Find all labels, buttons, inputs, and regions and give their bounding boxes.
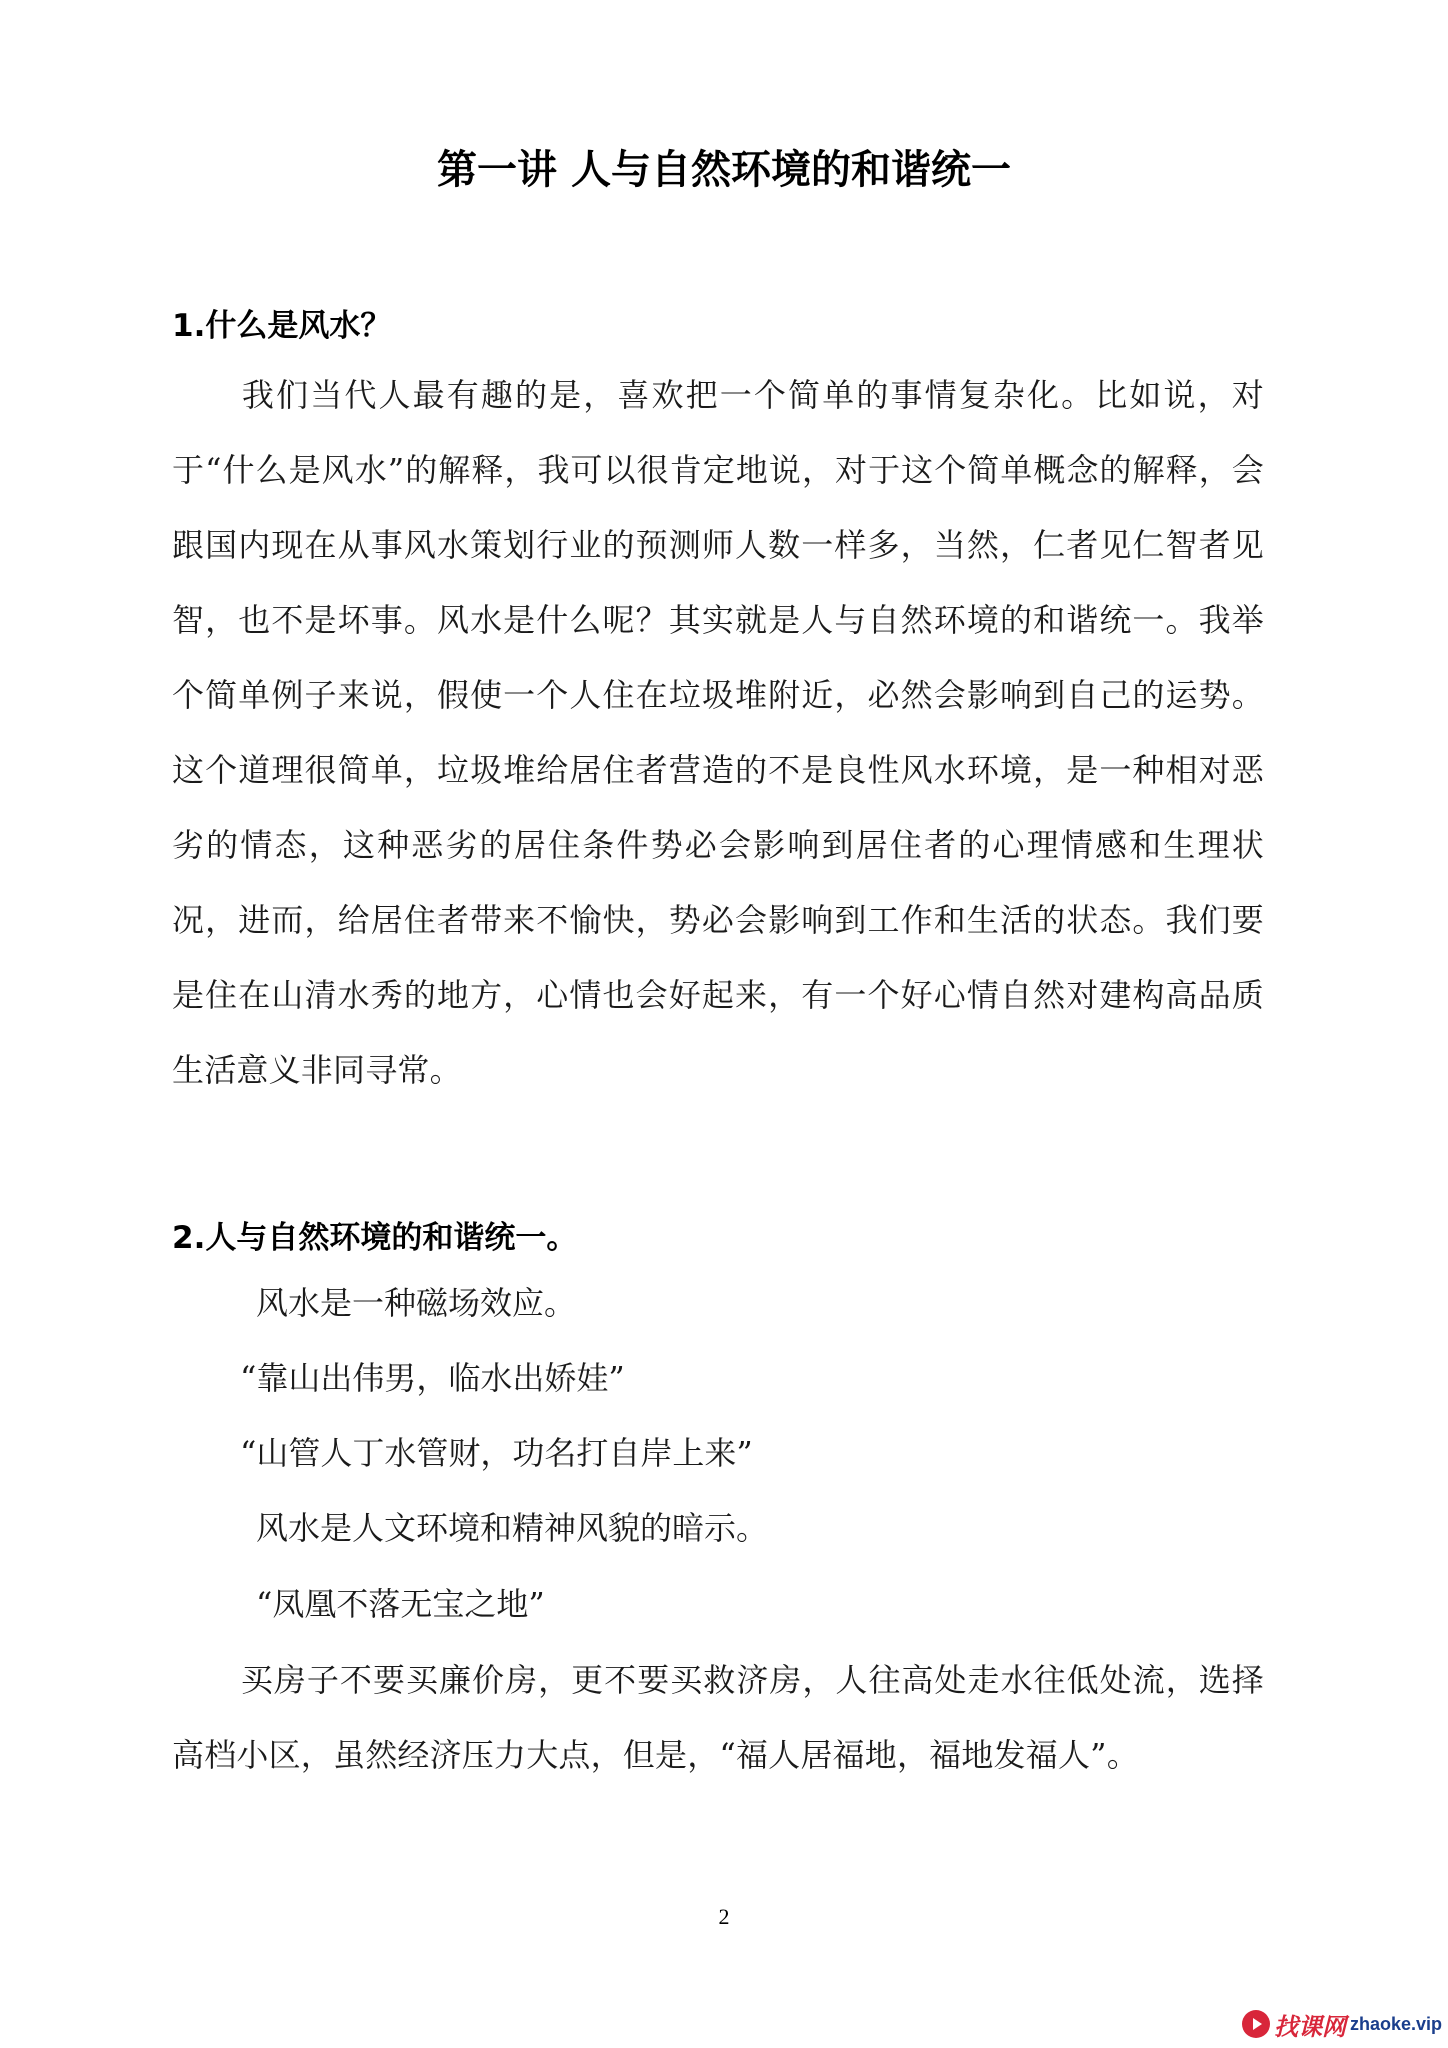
watermark-cn: 找课网 xyxy=(1273,2012,1346,2041)
section-2-quote-phoenix: “凤凰不落无宝之地” xyxy=(256,1585,545,1623)
section-2-quote-wealth: “山管人丁水管财，功名打自岸上来” xyxy=(240,1434,753,1472)
section-2-line-humanity: 风水是人文环境和精神风貌的暗示。 xyxy=(256,1509,769,1547)
section-2-line-magnetic: 风水是一种磁场效应。 xyxy=(256,1284,577,1322)
section-1-paragraph xyxy=(172,358,1264,1108)
section-1-heading: 1.什么是风水？ xyxy=(172,308,392,344)
page-number: 2 xyxy=(718,1904,730,1929)
section-1-paragraph-text: 我们当代人最有趣的是，喜欢把一个简单的事情复杂化。比如说，对于“什么是风水”的解释，我可以很肯定地说，对于这个简单概念的解释，会跟国内现在从事风水策划行业的预测师人数一样多，当然，仁者见仁智者见智，也不是坏事。风水是什么呢？其实就是人与自然环境的和谐统一。我举个简单例子来说，假使一个人住在垃圾堆附近，必然会影响到自己的运势。这个道理很简单，垃圾堆给居住者营造的不是良性风水环境，是一种相对恶劣的情态，这种恶劣的居住条件势必会影响到居住者的心理情感和生理状况，进而，给居住者带来不愉快，势必会影响到工作和生活的状态。我们要是住在山清水秀的地方，心情也会好起来，有一个好心情自然对建构高品质生活意义非同寻常。 xyxy=(172,376,1264,1089)
section-2-paragraph xyxy=(172,1643,1264,1793)
watermark xyxy=(1242,2006,1442,2042)
section-2-heading: 2.人与自然环境的和谐统一。 xyxy=(172,1220,578,1256)
play-logo-icon xyxy=(1242,2010,1270,2038)
watermark-en: zhaoke.vip xyxy=(1349,2013,1442,2034)
section-2-quote-mountain: “靠山出伟男，临水出娇娃” xyxy=(240,1359,625,1397)
lecture-title: 第一讲 人与自然环境的和谐统一 xyxy=(437,147,1011,193)
section-2-paragraph-text: 买房子不要买廉价房，更不要买救济房，人往高处走水往低处流，选择高档小区，虽然经济压力大点，但是，“福人居福地，福地发福人”。 xyxy=(172,1661,1264,1774)
